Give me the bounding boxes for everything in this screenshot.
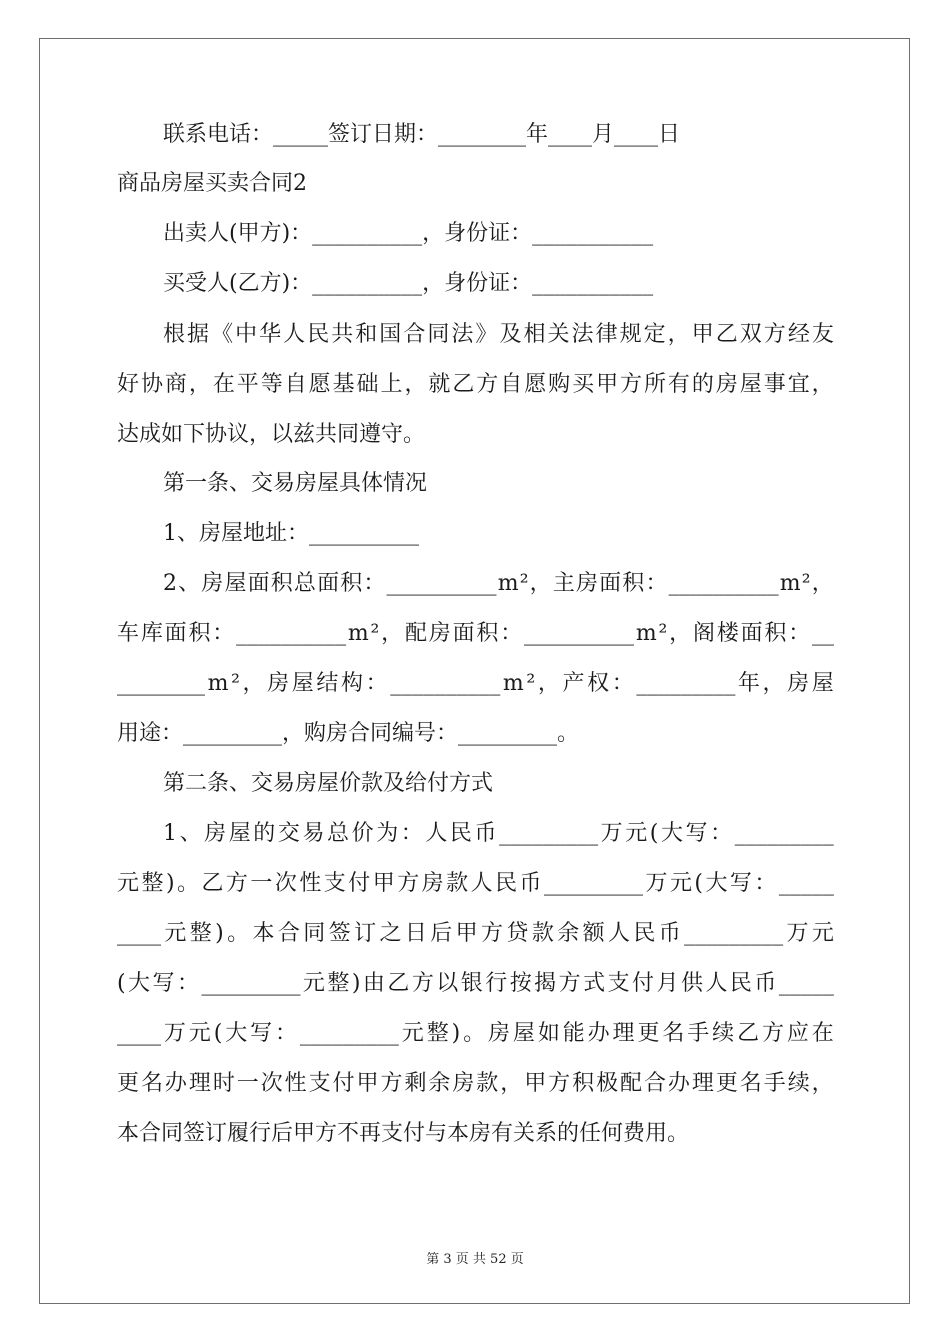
paragraph-line: 联系电话：_____签订日期：________年____月____日: [163, 122, 681, 147]
paragraph-line: 买受人(乙方)：__________，身份证：___________: [163, 271, 654, 296]
paragraph-line: 好 协 商 ， 在 平 等 自 愿 基 础 上 ， 就 乙 方 自 愿 购 买 甲 方 所 有 的 房 屋 事 宜 ，: [117, 372, 834, 397]
paragraph-line: 用途：_________，购房合同编号：_________。: [117, 721, 580, 746]
paragraph-line: ____ 万 元 ( 大 写 ： _________ 元 整 ) 。 房 屋 如 能 办 理 更 名 手 续 乙 方 应 在: [117, 1021, 834, 1046]
paragraph-line: 达成如下协议，以兹共同遵守。: [117, 422, 426, 447]
paragraph-line: ________ m ² ， 房 屋 结 构 ： __________ m ² ， 产 权 ： _________ 年 ， 房 屋: [117, 671, 834, 696]
paragraph-line: 第二条、交易房屋价款及给付方式: [163, 771, 494, 796]
paragraph-line: 车 库 面 积 ： __________ m ² ， 配 房 面 积 ： __________ m ² ， 阁 楼 面 积 ： __: [117, 621, 834, 646]
paragraph-line: 元 整 ) 。 乙 方 一 次 性 支 付 甲 方 房 款 人 民 币 _________ 万 元 ( 大 写 ： _____: [117, 871, 834, 896]
paragraph-line: 更 名 办 理 时 一 次 性 支 付 甲 方 剩 余 房 款 ， 甲 方 积 极 配 合 办 理 更 名 手 续 ，: [117, 1071, 834, 1096]
paragraph-line: 根 据 《 中 华 人 民 共 和 国 合 同 法 》 及 相 关 法 律 规 定 ， 甲 乙 双 方 经 友: [163, 322, 834, 347]
paragraph-line: 出卖人(甲方)：__________，身份证：___________: [163, 221, 654, 246]
paragraph-line: 1 、 房 屋 的 交 易 总 价 为 ： 人 民 币 _________ 万 元 ( 大 写 ： _________: [163, 821, 834, 846]
page-number-footer: 第 3 页 共 52 页: [426, 1252, 524, 1267]
paragraph-line: ____ 元 整 ) 。 本 合 同 签 订 之 日 后 甲 方 贷 款 余 额 人 民 币 _________ 万 元: [117, 921, 834, 946]
paragraph-line: 第一条、交易房屋具体情况: [163, 471, 428, 496]
paragraph-line: 1、房屋地址：__________: [163, 521, 419, 546]
paragraph-line: 商品房屋买卖合同2: [117, 171, 307, 196]
paragraph-line: 2 、 房 屋 面 积 总 面 积 ： __________ m ² ， 主 房 面 积 ： __________ m ² ，: [163, 571, 834, 596]
paragraph-line: ( 大 写 ： _________ 元 整 ) 由 乙 方 以 银 行 按 揭 方 式 支 付 月 供 人 民 币 _____: [117, 971, 834, 996]
paragraph-line: 本合同签订履行后甲方不再支付与本房有关系的任何费用。: [117, 1121, 690, 1146]
